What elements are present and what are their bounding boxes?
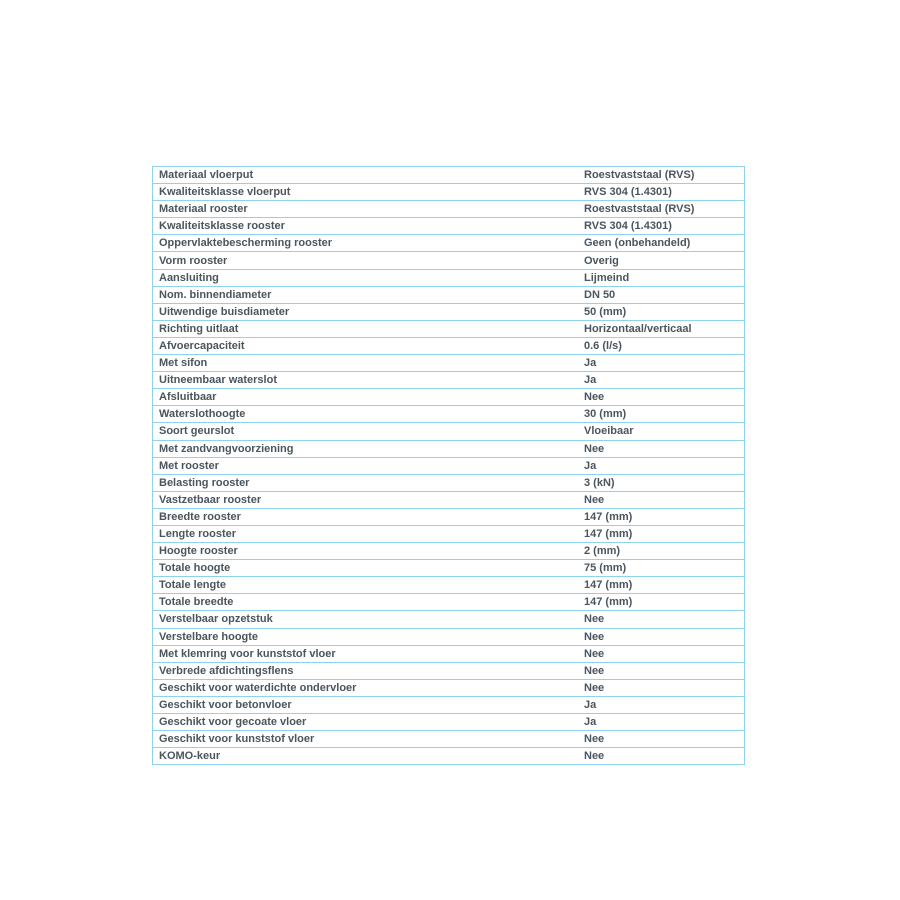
- spec-label: Geschikt voor betonvloer: [159, 698, 292, 711]
- spec-label: Uitwendige buisdiameter: [159, 305, 290, 318]
- spec-value: 50 (mm): [584, 305, 627, 318]
- spec-label: Materiaal rooster: [159, 203, 248, 216]
- spec-label: Richting uitlaat: [159, 322, 239, 335]
- spec-label: Geschikt voor waterdichte ondervloer: [159, 681, 357, 694]
- spec-label: Waterslothoogte: [159, 408, 246, 421]
- spec-value: 147 (mm): [584, 510, 633, 523]
- spec-value: 3 (kN): [584, 476, 615, 489]
- table-row: [153, 748, 744, 765]
- spec-value: Nee: [584, 733, 605, 746]
- spec-value: Roestvaststaal (RVS): [584, 169, 695, 182]
- spec-label: Breedte rooster: [159, 510, 241, 523]
- spec-label: KOMO-keur: [159, 750, 221, 763]
- spec-value: Overig: [584, 254, 619, 267]
- table-row: [153, 252, 744, 269]
- spec-value: Geen (onbehandeld): [584, 237, 691, 250]
- table-row: [153, 389, 744, 406]
- spec-value: Roestvaststaal (RVS): [584, 203, 695, 216]
- spec-value: 147 (mm): [584, 528, 633, 541]
- spec-value: Ja: [584, 716, 597, 729]
- spec-value: Ja: [584, 459, 597, 472]
- spec-value: 0.6 (l/s): [584, 339, 622, 352]
- spec-label: Aansluiting: [159, 271, 219, 284]
- spec-label: Kwaliteitsklasse rooster: [159, 220, 285, 233]
- spec-value: Nee: [584, 647, 605, 660]
- table-row: [153, 509, 744, 526]
- table-row: [153, 646, 744, 663]
- table-row: [153, 714, 744, 731]
- table-row: [153, 543, 744, 560]
- spec-label: Afvoercapaciteit: [159, 339, 245, 352]
- spec-value: Ja: [584, 374, 597, 387]
- spec-label: Geschikt voor gecoate vloer: [159, 716, 307, 729]
- spec-label: Met klemring voor kunststof vloer: [159, 647, 336, 660]
- spec-label: Met rooster: [159, 459, 219, 472]
- spec-value: Nee: [584, 681, 605, 694]
- table-row: [153, 423, 744, 440]
- table-row: [153, 629, 744, 646]
- table-row: [153, 184, 744, 201]
- spec-label: Oppervlaktebescherming rooster: [159, 237, 333, 250]
- table-row: [153, 526, 744, 543]
- table-row: [153, 270, 744, 287]
- spec-value: Nee: [584, 630, 605, 643]
- table-row: [153, 577, 744, 594]
- table-row: [153, 663, 744, 680]
- table-row: [153, 458, 744, 475]
- spec-label: Verstelbaar opzetstuk: [159, 613, 273, 626]
- spec-value: 147 (mm): [584, 596, 633, 609]
- table-row: [153, 441, 744, 458]
- spec-label: Vastzetbaar rooster: [159, 493, 262, 506]
- table-row: [153, 731, 744, 748]
- spec-label: Belasting rooster: [159, 476, 250, 489]
- table-row: [153, 406, 744, 423]
- table-row: [153, 372, 744, 389]
- spec-value: 2 (mm): [584, 545, 621, 558]
- table-row: [153, 697, 744, 714]
- spec-label: Uitneembaar waterslot: [159, 374, 277, 387]
- spec-label: Met zandvangvoorziening: [159, 442, 294, 455]
- spec-value: Nee: [584, 750, 605, 763]
- spec-value: 30 (mm): [584, 408, 627, 421]
- spec-label: Materiaal vloerput: [159, 169, 254, 182]
- table-row: [153, 492, 744, 509]
- spec-label: Soort geurslot: [159, 425, 235, 438]
- spec-label: Kwaliteitsklasse vloerput: [159, 186, 291, 199]
- table-row: [153, 321, 744, 338]
- spec-value: Vloeibaar: [584, 425, 634, 438]
- table-row: [153, 475, 744, 492]
- spec-value: Lijmeind: [584, 271, 630, 284]
- spec-label: Met sifon: [159, 357, 208, 370]
- table-row: [153, 611, 744, 628]
- spec-label: Totale hoogte: [159, 562, 231, 575]
- spec-value: Horizontaal/verticaal: [584, 322, 692, 335]
- spec-label: Verbrede afdichtingsflens: [159, 664, 294, 677]
- spec-table: [152, 166, 745, 765]
- table-row: [153, 218, 744, 235]
- table-row: [153, 594, 744, 611]
- spec-value: RVS 304 (1.4301): [584, 186, 672, 199]
- spec-label: Vorm rooster: [159, 254, 228, 267]
- table-row: [153, 287, 744, 304]
- spec-label: Hoogte rooster: [159, 545, 238, 558]
- spec-value: Nee: [584, 391, 605, 404]
- table-row: [153, 560, 744, 577]
- table-row: [153, 235, 744, 252]
- table-row: [153, 680, 744, 697]
- spec-label: Lengte rooster: [159, 528, 237, 541]
- spec-value: Nee: [584, 664, 605, 677]
- spec-label: Afsluitbaar: [159, 391, 217, 404]
- table-row: [153, 355, 744, 372]
- spec-value: 75 (mm): [584, 562, 627, 575]
- spec-label: Totale breedte: [159, 596, 234, 609]
- table-row: [153, 167, 744, 184]
- spec-value: RVS 304 (1.4301): [584, 220, 672, 233]
- table-row: [153, 338, 744, 355]
- table-row: [153, 201, 744, 218]
- spec-label: Nom. binnendiameter: [159, 288, 272, 301]
- spec-label: Verstelbare hoogte: [159, 630, 259, 643]
- table-row: [153, 304, 744, 321]
- spec-value: Ja: [584, 698, 597, 711]
- spec-value: Nee: [584, 493, 605, 506]
- spec-value: Ja: [584, 357, 597, 370]
- spec-value: Nee: [584, 442, 605, 455]
- spec-label: Totale lengte: [159, 579, 227, 592]
- spec-value: Nee: [584, 613, 605, 626]
- spec-label: Geschikt voor kunststof vloer: [159, 733, 315, 746]
- spec-value: 147 (mm): [584, 579, 633, 592]
- spec-value: DN 50: [584, 288, 616, 301]
